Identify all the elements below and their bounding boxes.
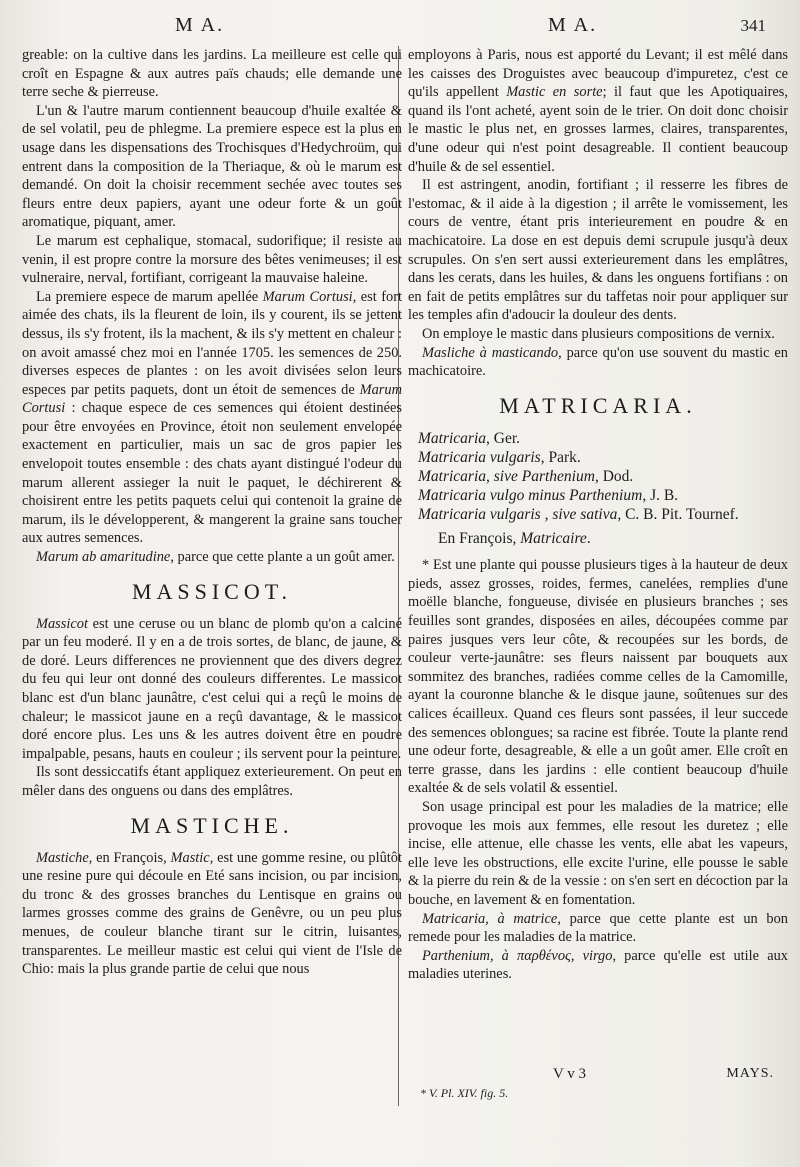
text: ; il faut que les Apotiquaires, quand ils l'ont acheté, ayent soin de le trier. On doit donc choisir le mastic le plus net, en grosses larmes, claires, transparentes, d'une odeur qui n'est point desagreable. Il contient beaucoup d'huile & de sel essentiel.: [408, 84, 788, 175]
text: , parce qu'elle est utile aux maladies uterines.: [408, 947, 788, 983]
section-title-massicot: MASSICOT.: [131, 578, 293, 604]
latin-term: Mastic: [170, 849, 210, 866]
text: La premiere espece de marum apellée: [36, 288, 263, 305]
text: , parce que cette plante est un bon remede pour les maladies de la matrice.: [408, 910, 788, 946]
paragraph: [22, 615, 402, 764]
running-header: [20, 14, 790, 40]
paragraph: Il est astringent, anodin, fortifiant ; il resserre les fibres de l'estomac, & il aide à la digestion ; il arrête le vomissement, les cours de ventre, étant pris interieurement en poudre & en machicatoire. La dose en est depuis demi scrupule jusqu'à deux scrupules. On s'en sert aussi exterieurement dans les emplâtres, dans les cerats, dans les huiles, & dans les onguens fortifians : on en fait de petits emplâtres sur du taffetas noir pour appliquer sur les temples afin d'adoucir la douleur des dents.: [408, 177, 788, 324]
french-name: [438, 530, 788, 549]
text: employons à Paris, nous est apporté du Levant; il est mêlé dans les caisses des Droguistes avec beaucoup d'impuretez, c'est ce qu'ils appellent: [408, 47, 788, 101]
synonym: [418, 448, 788, 467]
paragraph: * Est une plante qui pousse plusieurs tiges à la hauteur de deux pieds, assez grosses, roides, fermes, canelées, remplies d'une moëlle blanche, fongueuse, divisée en plusieurs branches ; ses feuilles sont grandes, disposées en ailes, découpées comme par paires jusques vers leur côte, & recoupées sur les bords, de couleur verte-jaunâtre: ses fleurs naissent par bouquets aux sommitez des branches, radiées comme celles de la Camomille, ayant la couronne blanche & le disque jaune, soûtenues sur des calices écailleux. Quand ces fleurs sont passées, il leur succede des semences oblongues; sa racine est fibrée. Toute la plante rend une odeur forte, desagreable, & elle a un goût amer. Elle croît en terre grasse, dans les jardins : elle contient beaucoup d'huile exaltée & de sels volatil & essentiel.: [408, 557, 788, 797]
authority: , Ger.: [486, 429, 521, 447]
header-right: M A.: [548, 14, 598, 36]
authority: , J. B.: [642, 486, 679, 504]
synonym: [418, 486, 788, 505]
text: , parce que cette plante a un goût amer.: [170, 549, 395, 566]
paragraph: [22, 849, 402, 979]
text: : chaque espece de ces semences qui étoient destinées pour être envoyées en Province, étoit non seulement envelopée exactement en particulier, mais un sac de gros papier les envelopoit toutes ensemble : des chats ayant distingué l'odeur du marum allerent assieger la nuit le paquet, le déchirerent & choisirent entre les petits paquets celui qui contenoit la graine de marum, ils le développerent, & mangerent la graine sans toucher aux autres semences.: [22, 400, 402, 547]
paragraph: Ils sont dessiccatifs étant appliquez exterieurement. On peut en mêler dans des onguens ou dans des emplâtres.: [22, 764, 402, 799]
text: , est fort aimée des chats, ils la fleurent de loin, ils y courent, ils se jettent dessus, ils s'y frotent, ils la machent, & ils s'y mettent en chaleur : on avoit amassé chez moi en l'année 1705. les semences de 250. diverses especes de plantes : on les avoit divisées selon leurs especes par petits paquets, dont un étoit de semences de: [22, 288, 403, 398]
authority: , C. B. Pit. Tournef.: [617, 505, 739, 523]
latin-term: Massicot: [36, 615, 88, 632]
catchword: MAYS.: [726, 1066, 774, 1081]
section-title-mastiche: MASTICHE.: [130, 812, 294, 838]
latin-term: Marum Cortusi: [262, 288, 353, 305]
paragraph: [408, 947, 788, 984]
latin-term: Matricaria, sive Parthenium: [418, 467, 595, 485]
text: En François,: [438, 529, 521, 547]
paragraph: [408, 344, 788, 381]
latin-term: Mastic en sorte: [506, 84, 603, 101]
left-column: [22, 46, 402, 979]
page-number: 341: [740, 16, 766, 35]
paragraph: Le marum est cephalique, stomacal, sudorifique; il resiste au venin, il est propre contre la morsure des bêtes venimeuses; il est vulneraire, nerval, fortifiant, corrigeant la mauvaise haleine.: [22, 232, 402, 287]
authority: , Dod.: [594, 467, 634, 485]
header-left: M A.: [175, 14, 225, 36]
french-term: Matricaire: [520, 529, 587, 547]
latin-term: Marum ab amaritudine: [36, 549, 171, 566]
text: , est une gomme resine, ou plûtôt une resine pure qui découle en Eté sans incision, ou par incision, du tronc & des grosses branches du Lentisque en grains ou larmes grosses comme des grains de Genêvre, ou un peu plus menues, de couleur blanche tirant sur le citrin, luisantes, transparentes. Le meilleur mastic est celui qui vient de l'Isle de Chio: mais la plus grande partie de celui que nous: [22, 849, 402, 978]
latin-term: Matricaria, à matrice: [422, 910, 558, 927]
paragraph: [408, 910, 788, 947]
paragraph: [22, 288, 402, 548]
latin-term: Matricaria vulgaris , sive sativa: [418, 505, 618, 523]
latin-term: Matricaria: [418, 429, 487, 447]
paragraph: [408, 46, 788, 176]
footnote: * V. Pl. XIV. fig. 5.: [420, 1086, 509, 1100]
paragraph: On employe le mastic dans plusieurs compositions de vernix.: [422, 325, 775, 342]
paragraph: Son usage principal est pour les maladies de la matrice; elle provoque les mois aux femmes, elle resout les duretez ; elle incise, elle attenue, elle chasse les vents, elle abat les vapeurs, elle leve les obstructions, elle excite l'urine, elle pousse le sable & la pierre du rein & de la vessie : on s'en sert en décoction par la bouche, en lavement & en fomentation.: [408, 799, 788, 908]
signature-mark: V v 3: [553, 1066, 587, 1082]
authority: , Park.: [540, 448, 581, 466]
paragraph: [22, 548, 402, 567]
synonym: [418, 429, 788, 448]
right-column: [408, 46, 788, 984]
paragraph: L'un & l'autre marum contiennent beaucoup d'huile exaltée & de sel volatil, peu de phlegme. La premiere espece est la plus en usage dans les dispensations des Trochisques d'Hedychroüm, qui entrent dans la composition de la Theriaque, & où le marum est demandé. On doit la choisir recemment sechée avec toutes ses fleurs entre deux papiers, ayant une odeur forte & un goût aromatique, piquant, amer.: [22, 102, 402, 231]
latin-term: Masliche à masticando: [422, 344, 559, 361]
text: .: [586, 529, 591, 547]
synonym: [418, 467, 788, 486]
text: , en François,: [88, 849, 171, 866]
text: , parce qu'on use souvent du mastic en machicatoire.: [408, 344, 788, 380]
paragraph: greable: on la cultive dans les jardins. La meilleure est celle qui croît en Espagne & aux autres païs chauds; elle demande une terre seche & pierreuse.: [22, 47, 402, 101]
latin-term: Marum Cortusi: [22, 381, 402, 417]
latin-term: Matricaria vulgo minus Parthenium: [418, 486, 643, 504]
latin-term: Mastiche: [36, 849, 89, 866]
latin-term: Parthenium, à παρθένος, virgo: [422, 947, 613, 964]
section-title-matricaria: MATRICARIA.: [499, 392, 697, 418]
text: est une ceruse ou un blanc de plomb qu'on a calciné par un feu moderé. Il y en a de trois sortes, de blanc, de jaune, & de doré. Leurs differences ne proviennent que des divers degrez du feu qui leur ont donné des couleurs differentes. Le massicot blanc est d'un blanc jaunâtre, c'est celui qui a reçû le moins de chaleur; le massicot jaune en a reçû davantage, & le massicot doré encore plus. Les uns & les autres doivent être en poudre impalpable, pesans, hauts en couleur ; ils servent pour la peinture.: [22, 615, 402, 762]
synonym: [418, 505, 788, 524]
latin-term: Matricaria vulgaris: [418, 448, 541, 466]
